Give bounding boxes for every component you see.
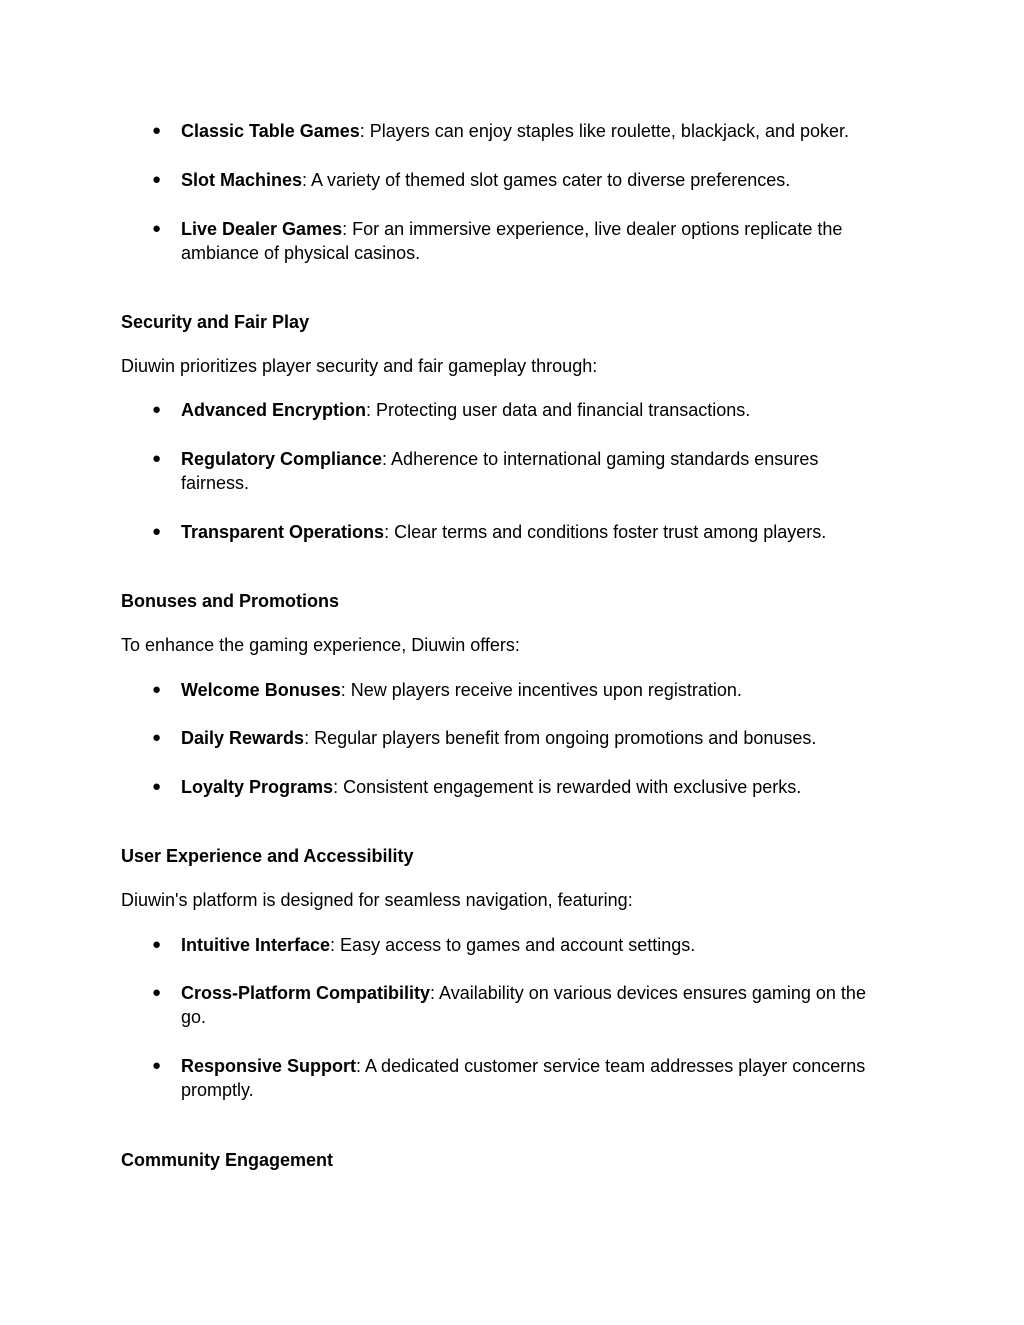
section-intro: Diuwin prioritizes player security and fair gameplay through: <box>121 356 598 376</box>
section-heading: Community Engagement <box>121 1150 334 1170</box>
list-item-text <box>181 168 891 192</box>
list-item-term: Transparent Operations <box>181 522 385 542</box>
list-item-text <box>181 933 891 957</box>
list-item-desc: : New players receive incentives upon registration. <box>340 680 742 700</box>
list-item-term: Slot Machines <box>181 170 303 190</box>
bullet: ● <box>152 450 162 467</box>
section-intro: Diuwin's platform is designed for seamless navigation, featuring: <box>121 890 633 910</box>
list-item-desc: : A variety of themed slot games cater to diverse preferences. <box>302 170 791 190</box>
list-item-desc: : Consistent engagement is rewarded with exclusive perks. <box>333 777 802 797</box>
bullet: ● <box>152 729 162 746</box>
bullet: ● <box>152 171 162 188</box>
section-heading: Security and Fair Play <box>121 312 310 332</box>
bullet: ● <box>152 681 162 698</box>
list-item-desc: : For an immersive experience, live dealer options replicate the ambiance of physical casinos. <box>181 219 843 263</box>
list-item-desc: : Clear terms and conditions foster trust among players. <box>384 522 827 542</box>
list-item-desc: : Players can enjoy staples like roulette, blackjack, and poker. <box>359 121 850 141</box>
list-item-term: Regulatory Compliance <box>181 449 383 469</box>
list-item-term: Intuitive Interface <box>181 935 331 955</box>
list-item-text <box>181 678 891 702</box>
list-item-text <box>181 1054 891 1102</box>
bullet: ● <box>152 220 162 237</box>
list-item-desc: : A dedicated customer service team addresses player concerns promptly. <box>181 1056 866 1100</box>
bullet: ● <box>152 936 162 953</box>
list-item-desc: : Adherence to international gaming standards ensures fairness. <box>181 449 819 493</box>
list-item-term: Cross-Platform Compatibility <box>181 983 431 1003</box>
list-item-term: Live Dealer Games <box>181 219 343 239</box>
section-heading: Bonuses and Promotions <box>121 591 340 611</box>
list-item-term: Daily Rewards <box>181 728 305 748</box>
list-item-desc: : Availability on various devices ensures gaming on the go. <box>181 983 866 1027</box>
section-intro: To enhance the gaming experience, Diuwin offers: <box>121 635 520 655</box>
list-item-text <box>181 119 891 143</box>
list-item-text <box>181 447 891 495</box>
bullet: ● <box>152 778 162 795</box>
list-item-text <box>181 981 891 1029</box>
list-item-text <box>181 398 891 422</box>
list-item-term: Welcome Bonuses <box>181 680 341 700</box>
list-item-text <box>181 217 891 265</box>
list-item-desc: : Easy access to games and account settings. <box>330 935 696 955</box>
section-heading: User Experience and Accessibility <box>121 846 414 866</box>
list-item-text <box>181 520 891 544</box>
bullet: ● <box>152 122 162 139</box>
bullet: ● <box>152 1057 162 1074</box>
list-item-term: Loyalty Programs <box>181 777 334 797</box>
list-item-text <box>181 726 891 750</box>
list-item-desc: : Regular players benefit from ongoing promotions and bonuses. <box>304 728 817 748</box>
list-item-desc: : Protecting user data and financial transactions. <box>366 400 751 420</box>
list-item-term: Responsive Support <box>181 1056 357 1076</box>
bullet: ● <box>152 401 162 418</box>
list-item-text <box>181 775 891 799</box>
bullet: ● <box>152 523 162 540</box>
list-item-term: Advanced Encryption <box>181 400 367 420</box>
list-item-term: Classic Table Games <box>181 121 360 141</box>
bullet: ● <box>152 984 162 1001</box>
